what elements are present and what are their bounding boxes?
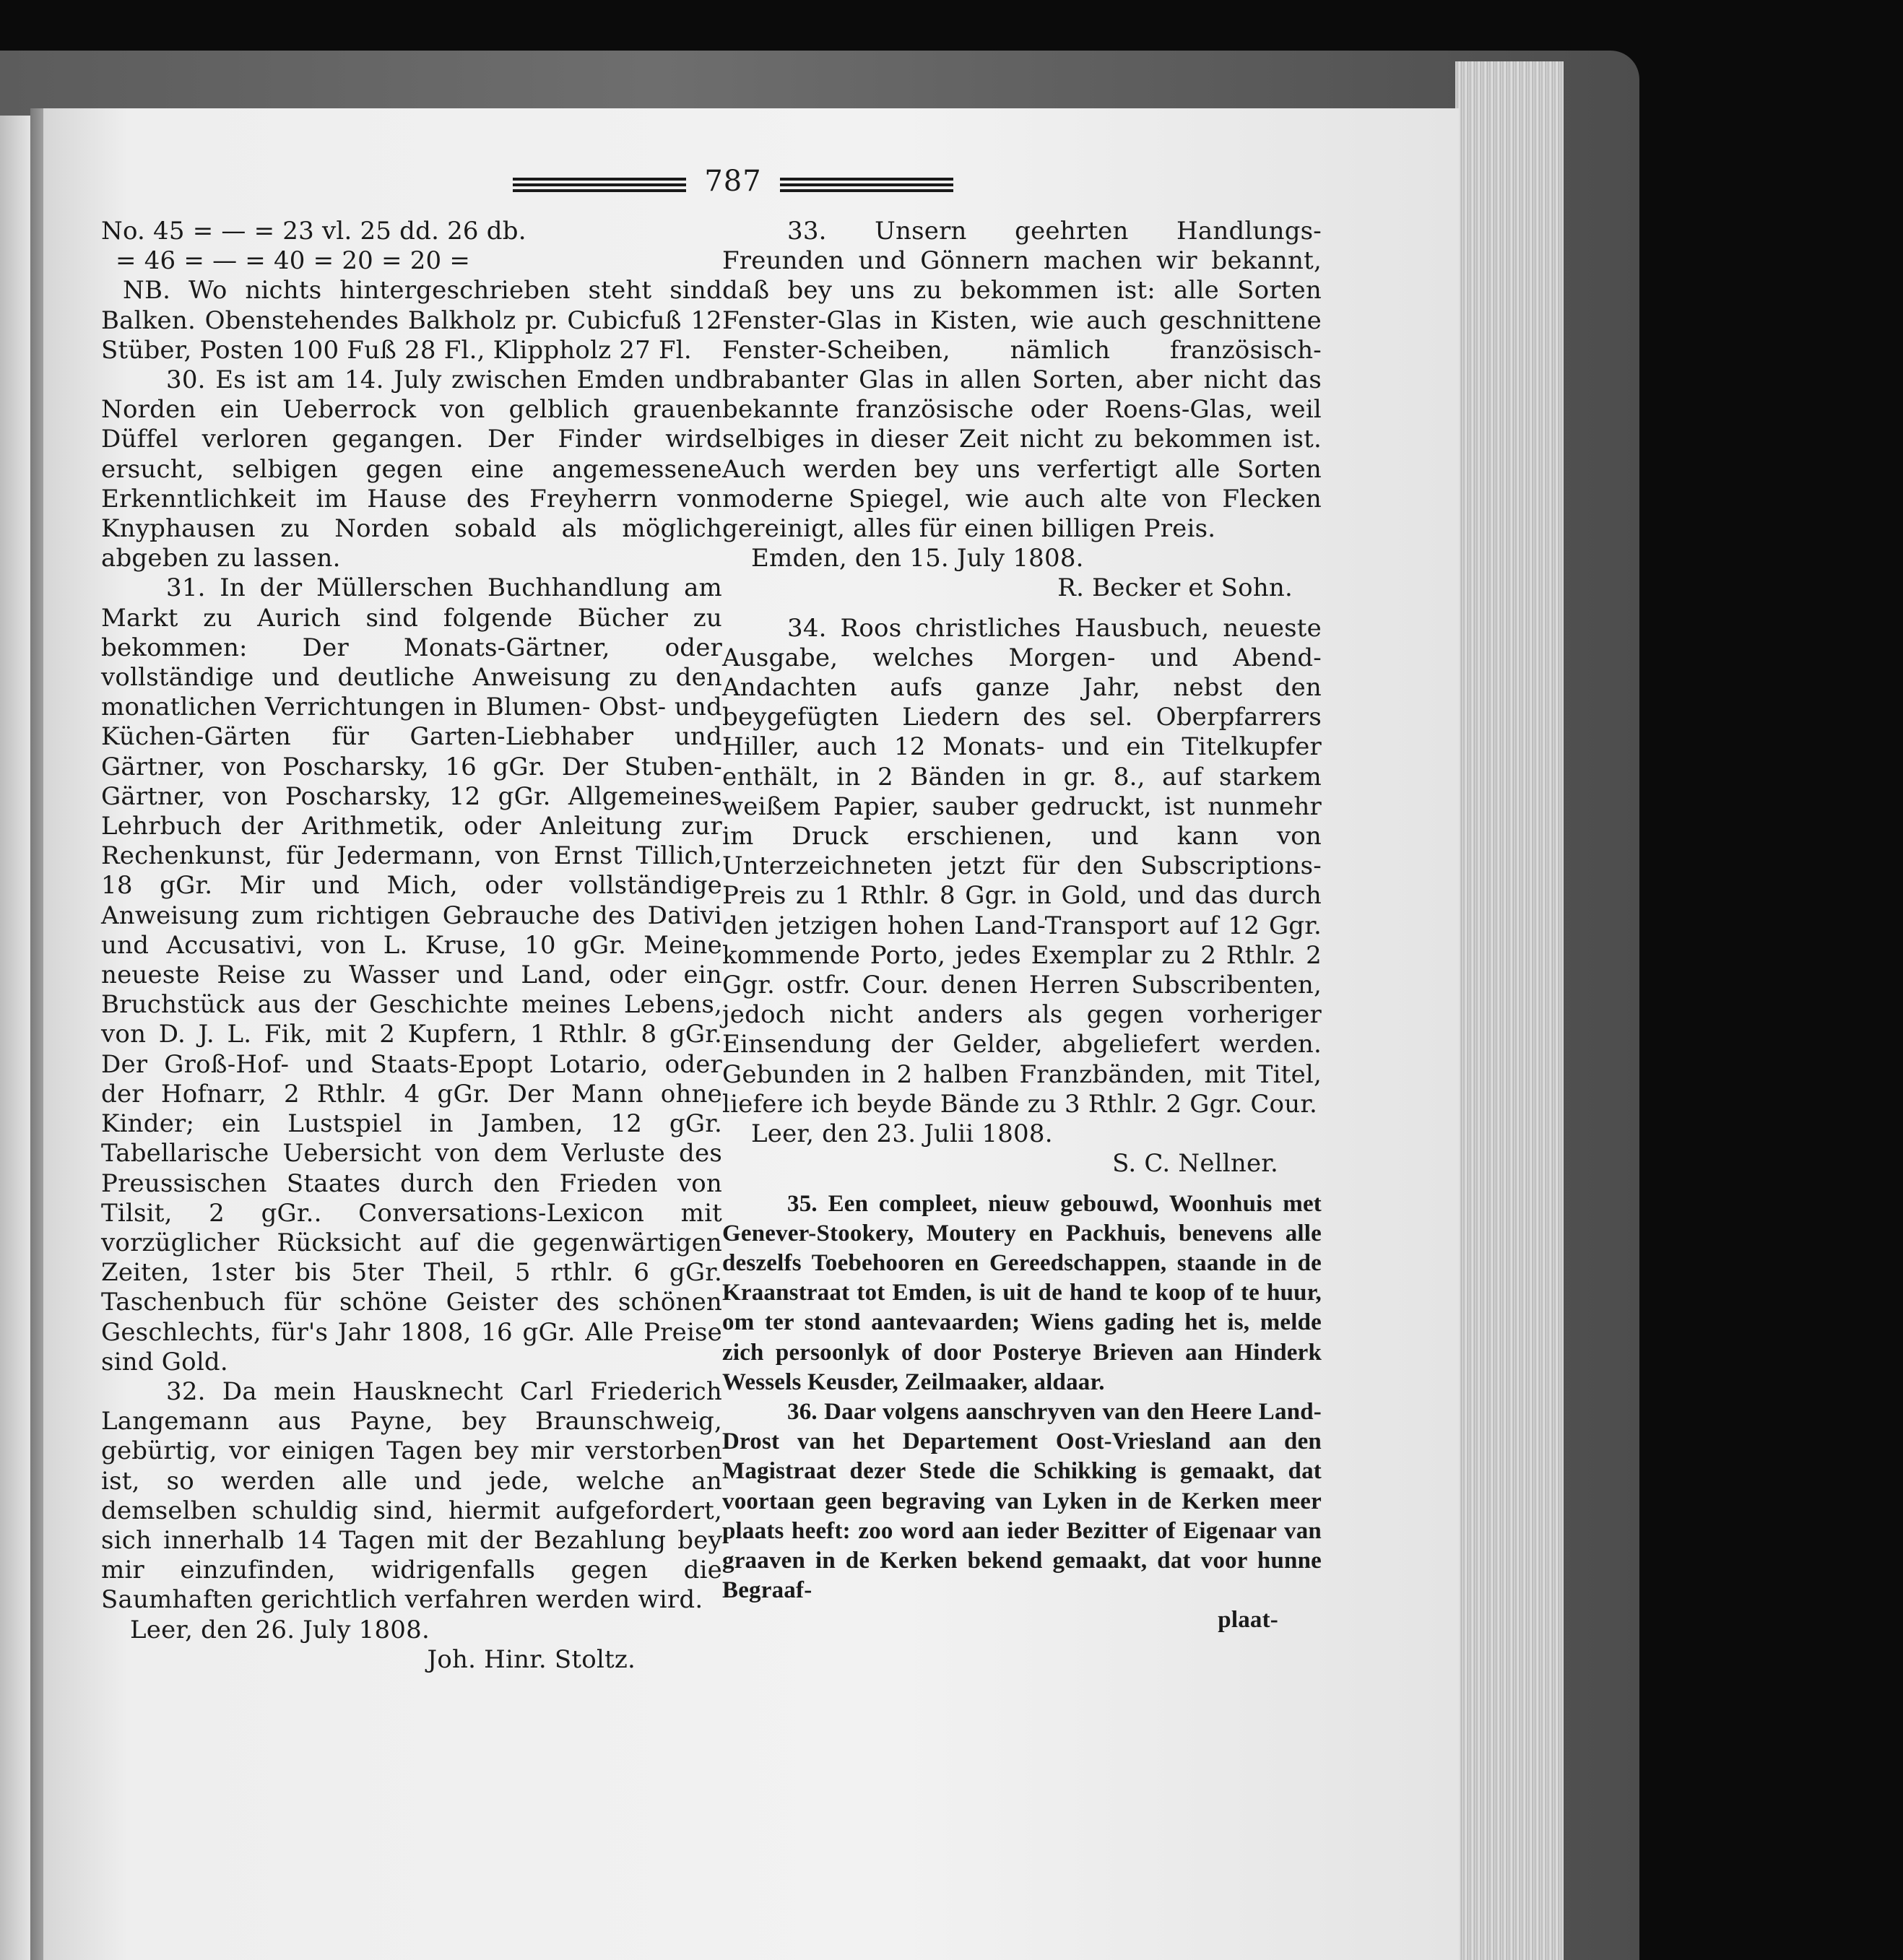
spacer	[722, 1179, 1322, 1189]
page-edges	[1455, 61, 1564, 1960]
header-rule-left	[513, 178, 686, 194]
notice-34-date: Leer, den 23. Julii 1808.	[751, 1119, 1053, 1149]
header-rule-right	[780, 178, 953, 194]
notice-34-signature: S. C. Nellner.	[1112, 1149, 1278, 1179]
left-column	[101, 217, 722, 1675]
left-page-edge	[0, 116, 30, 1960]
notice-33-signature: R. Becker et Sohn.	[1057, 573, 1293, 603]
notice-32-signature: Joh. Hinr. Stoltz.	[427, 1644, 636, 1674]
right-column	[722, 217, 1322, 1636]
nb-notice: NB. Wo nichts hintergeschrieben steht sind Balken. Obenstehendes Balkholz pr. Cubicfuß 12 Stüber, Posten 100 Fuß 28 Fl., Klippholz 27 Fl.	[101, 276, 722, 365]
notice-34: 34. Roos christliches Hausbuch, neueste Ausgabe, welches Morgen- und Abend-Andachten aufs ganze Jahr, nebst den beygefügten Liedern des sel. Oberpfarrers Hiller, auch 12 Monats- und ein Titelkupfer enthält, in 2 Bänden in gr. 8., auf starkem weißem Papier, sauber gedruckt, ist nunmehr im Druck erschienen, und kann von Unterzeichneten jetzt für den Subscriptions-Preis zu 1 Rthlr. 8 Ggr. in Gold, und das durch den jetzigen hohen Land-Transport auf 12 Ggr. kommende Porto, jedes Exemplar zu 2 Rthlr. 2 Ggr. ostfr. Cour. denen Herren Subscribenten, jedoch nicht anders als gegen vorheriger Einsendung der Gelder, abgeliefert werden. Gebunden in 2 halben Franzbänden, mit Titel, liefere ich beyde Bände zu 3 Rthlr. 2 Ggr. Cour.	[722, 613, 1322, 1119]
notice-36: 36. Daar volgens aanschryven van den Heere Land-Drost van het Departement Oost-Vriesland aan den Magistraat dezer Stede die Schikking is gemaakt, dat voortaan geen begraving van Lyken in de Kerken meer plaats heeft: zoo word aan ieder Bezitter of Eigenaar van graaven in de Kerken bekend gemaakt, dat voor hunne Begraaf-	[722, 1398, 1322, 1604]
notice-32-date: Leer, den 26. July 1808.	[130, 1615, 430, 1644]
notice-30: 30. Es ist am 14. July zwischen Emden und Norden ein Ueberrock von gelblich grauen Düffel verloren gegangen. Der Finder wird ersucht, selbigen gegen eine angemessene Erkenntlichkeit im Hause des Freyherrn von Knyphausen zu Norden sobald als möglich abgeben zu lassen.	[101, 365, 722, 573]
notice-33: 33. Unsern geehrten Handlungs-Freunden und Gönnern machen wir bekannt, daß bey uns zu bekommen ist: alle Sorten Fenster-Glas in Kisten, wie auch geschnittene Fenster-Scheiben, nämlich französisch-brabanter Glas in allen Sorten, aber nicht das bekannte französische oder Roens-Glas, weil selbiges in dieser Zeit nicht zu bekommen ist. Auch werden bey uns verfertigt alle Sorten moderne Spiegel, wie auch alte von Flecken gereinigt, alles für einen billigen Preis.	[722, 217, 1322, 544]
notice-31: 31. In der Müllerschen Buchhandlung am Markt zu Aurich sind folgende Bücher zu bekommen: Der Monats-Gärtner, oder vollständige und deutliche Anweisung zu den monatlichen Verrichtungen in Blumen- Obst- und Küchen-Gärten für Garten-Liebhaber und Gärtner, von Poscharsky, 16 gGr. Der Stuben-Gärtner, von Poscharsky, 12 gGr. Allgemeines Lehrbuch der Arithmetik, oder Anleitung zur Rechenkunst, für Jedermann, von Ernst Tillich, 18 gGr. Mir und Mich, oder vollständige Anweisung zum richtigen Gebrauche des Dativi und Accusativi, von L. Kruse, 10 gGr. Meine neueste Reise zu Wasser und Land, oder ein Bruchstück aus der Geschichte meines Lebens, von D. J. L. Fik, mit 2 Kupfern, 1 Rthlr. 8 gGr. Der Groß-Hof- und Staats-Epopt Lotario, oder der Hofnarr, 2 Rthlr. 4 gGr. Der Mann ohne Kinder; ein Lustspiel in Jamben, 12 gGr. Tabellarische Uebersicht von dem Verluste des Preussischen Staates durch den Frieden von Tilsit, 2 gGr.. Conversations-Lexicon mit vorzüglicher Rücksicht auf die gegenwärtigen Zeiten, 1ster bis 5ter Theil, 5 rthlr. 6 gGr. Taschenbuch für schöne Geister des schönen Geschlechts, für's Jahr 1808, 16 gGr. Alle Preise sind Gold.	[101, 573, 722, 1376]
book-page	[43, 108, 1459, 1960]
page-header	[43, 165, 1459, 215]
notice-32: 32. Da mein Hausknecht Carl Friederich Langemann aus Payne, bey Braunschweig, gebürtig, vor einigen Tagen bey mir verstorben ist, so werden alle und jede, welche an demselben schuldig sind, hiermit aufgefordert, sich innerhalb 14 Tagen mit der Bezahlung bey mir einzufinden, widrigenfalls gegen die Saumhaften gerichtlich verfahren werden wird.	[101, 1376, 722, 1615]
timber-line-46: = 46 = — = 40 = 20 = 20 =	[116, 246, 471, 276]
page-number: 787	[704, 165, 762, 198]
spacer	[722, 604, 1322, 614]
timber-line-45: No. 45 = — = 23 vl. 25 dd. 26 db.	[101, 217, 526, 246]
notice-33-date: Emden, den 15. July 1808.	[751, 544, 1084, 573]
notice-35: 35. Een compleet, nieuw gebouwd, Woonhuis met Genever-Stookery, Moutery en Packhuis, benevens alle deszelfs Toebehooren en Gereedschappen, staande in de Kraanstraat tot Emden, is uit de hand te koop of te huur, om ter stond aantevaarden; Wiens gading het is, melde zich persoonlyk of door Posterye Brieven aan Hinderk Wessels Keusder, Zeilmaaker, aldaar.	[722, 1190, 1322, 1395]
catchword: plaat-	[1218, 1607, 1278, 1634]
